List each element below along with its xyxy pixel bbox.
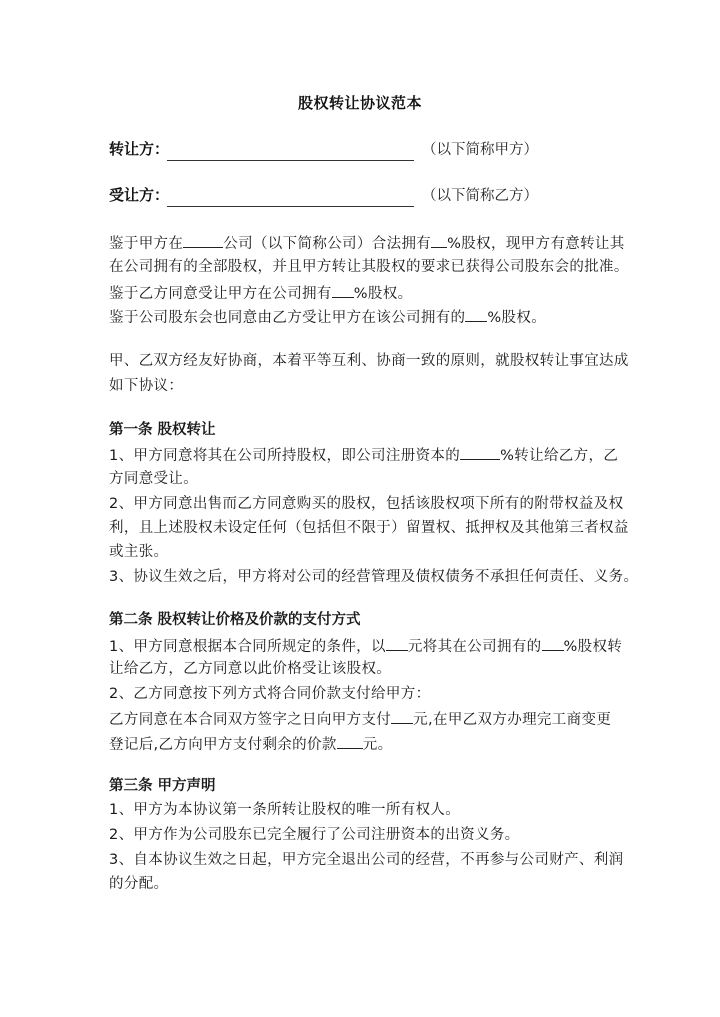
article-1-line-3: 2、甲方同意出售而乙方同意购买的股权，包括该股权项下所有的附带权益及权 [109,496,624,512]
article-text: 登记后,乙方向甲方支付剩余的价款 [109,737,337,753]
price-amount-blank[interactable] [386,634,408,651]
preamble-text: 鉴于甲方在 [109,236,184,252]
transferor-blank-field[interactable] [167,142,414,161]
intro-line-2: 如下协议： [109,378,184,394]
intro-line-1: 甲、乙双方经友好协商，本着平等互利、协商一致的原则，就股权转让事宜达成 [109,353,629,369]
article-text: %转让给乙方，乙 [500,448,619,464]
transferee-line [109,184,538,206]
preamble-line-3 [109,281,412,305]
article-text: 元。 [362,737,393,753]
article-text: 乙方同意在本合同双方签字之日向甲方支付 [109,712,392,728]
article-3-line-1: 1、甲方为本协议第一条所转让股权的唯一所有权人。 [109,802,461,818]
article-text: 元,在甲乙双方办理完工商变更 [413,712,612,728]
article-3-heading: 第三条 甲方声明 [109,778,216,794]
article-3-line-4: 的分配。 [109,876,169,892]
article-3-line-2: 2、甲方作为公司股东已完全履行了公司注册资本的出资义务。 [109,827,520,843]
transferee-note: （以下简称乙方） [422,188,538,204]
article-2-line-4 [109,707,611,731]
transferee-label: 受让方： [109,186,170,204]
initial-payment-blank[interactable] [391,707,413,724]
preamble-line-2: 在公司拥有的全部股权，并且甲方转让其股权的要求已获得公司股东会的批准。 [109,259,629,275]
transferor-note: （以下简称甲方） [422,142,538,158]
document-title: 股权转让协议范本 [297,94,422,112]
transferee-blank-field[interactable] [167,188,414,207]
registered-capital-percent-blank[interactable] [460,443,500,460]
article-3-line-3: 3、自本协议生效之日起，甲方完全退出公司的经营，不再参与公司财产、利润 [109,852,624,868]
preamble-line-4 [109,305,546,329]
preamble-line-1 [109,231,625,255]
article-2-line-5 [109,732,392,756]
article-1-line-5: 或主张。 [109,544,169,560]
article-text: 1、甲方同意根据本合同所规定的条件，以 [109,639,386,655]
article-2-line-3: 2、乙方同意按下列方式将合同价款支付给甲方： [109,686,431,702]
transferor-label: 转让方： [109,140,170,158]
article-2-heading: 第二条 股权转让价格及价款的支付方式 [109,612,361,628]
article-1-line-6: 3、协议生效之后，甲方将对公司的经营管理及债权债务不承担任何责任、义务。 [109,569,639,585]
article-text: 元将其在公司拥有的 [407,639,542,655]
article-1-heading: 第一条 股权转让 [109,422,216,438]
preamble-text: 鉴于乙方同意受让甲方在公司拥有 [109,286,332,302]
article-2-line-2: 让给乙方，乙方同意以此价格受让该股权。 [109,661,392,677]
share-percent-blank[interactable] [431,231,447,248]
price-percent-blank[interactable] [542,634,564,651]
article-text: %股权转 [563,639,623,655]
article-1-line-1 [109,443,618,467]
preamble-text: %股权。 [487,310,547,326]
preamble-text: 公司（以下简称公司）合法拥有 [223,236,432,252]
preamble-text: %股权，现甲方有意转让其 [447,236,625,252]
article-text: 1、甲方同意将其在公司所持股权，即公司注册资本的 [109,448,461,464]
transferee-percent-blank[interactable] [332,281,354,298]
article-2-line-1 [109,634,622,658]
board-percent-blank[interactable] [465,305,487,322]
company-name-blank[interactable] [183,231,223,248]
transferor-line [109,138,538,160]
article-1-line-2: 方同意受让。 [109,471,199,487]
preamble-text: %股权。 [353,286,413,302]
remaining-payment-blank[interactable] [337,732,363,749]
article-1-line-4: 利，且上述股权未设定任何（包括但不限于）留置权、抵押权及其他第三者权益 [109,520,629,536]
preamble-text: 鉴于公司股东会也同意由乙方受让甲方在该公司拥有的 [109,310,466,326]
